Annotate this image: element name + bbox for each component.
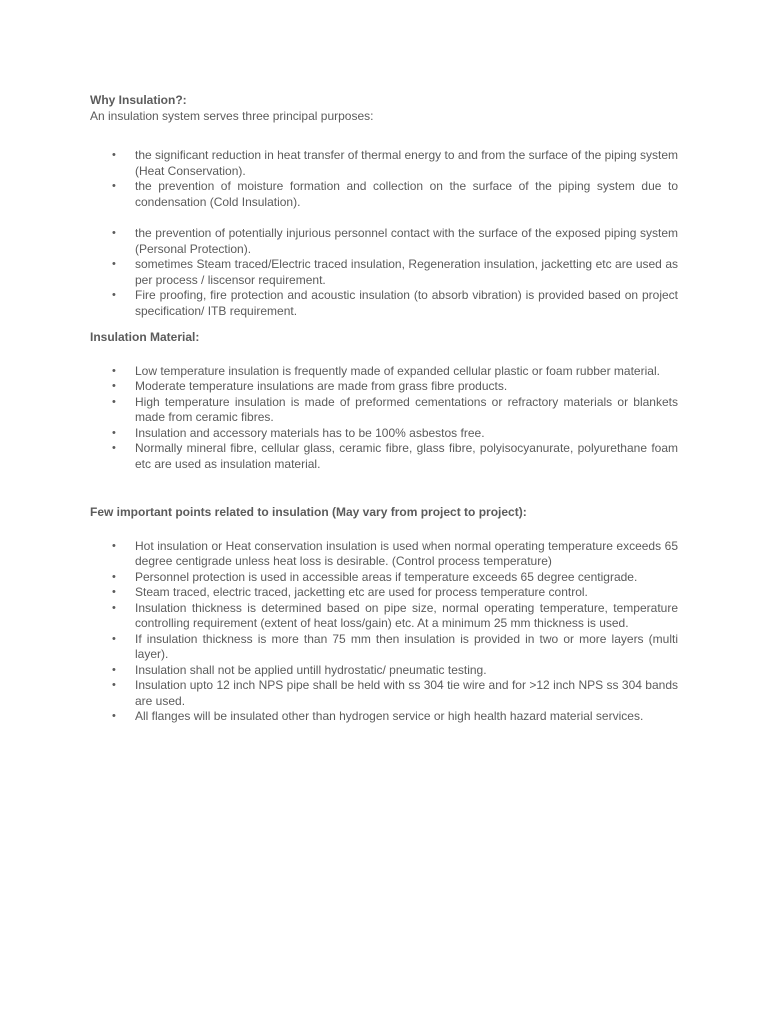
list-item: • Insulation upto 12 inch NPS pipe shall be held with ss 304 tie wire and for >12 inch NPS ss 304 bands are used. [112, 678, 678, 708]
list-important-points [90, 539, 678, 725]
bullet-icon: • [112, 364, 116, 377]
list-item: • the prevention of moisture formation and collection on the surface of the piping system due to condensation (Cold Insulation). [112, 179, 678, 209]
heading-insulation-material: Insulation Material: [90, 330, 200, 344]
bullet-icon: • [112, 632, 116, 645]
bullet-icon: • [112, 289, 116, 301]
list-item: • Steam traced, electric traced, jacketting etc are used for process temperature control. [112, 585, 588, 599]
bullet-icon: • [112, 442, 116, 454]
list-item: • All flanges will be insulated other than hydrogen service or high health hazard material services. [112, 709, 644, 723]
list-item: • Fire proofing, fire protection and acoustic insulation (to absorb vibration) is provided based on project specification/ ITB requirement. [112, 288, 678, 318]
heading-important-points: Few important points related to insulation (May vary from project to project): [90, 505, 527, 519]
bullet-icon: • [112, 180, 116, 192]
bullet-icon: • [112, 679, 116, 691]
list-item: • Low temperature insulation is frequently made of expanded cellular plastic or foam rubber material. [112, 363, 660, 378]
list-insulation-material [90, 364, 678, 473]
bullet-icon: • [112, 601, 116, 614]
list-item: • Insulation thickness is determined based on pipe size, normal operating temperature, temperature controlling requirement (extent of heat loss/gain) etc. At a minimum 25 mm thickness is used. [112, 600, 678, 630]
list-item: • Insulation shall not be applied untill hydrostatic/ pneumatic testing. [112, 662, 487, 677]
section-why-insulation [90, 93, 678, 319]
bullet-icon: • [112, 539, 116, 552]
list-item: • sometimes Steam traced/Electric traced insulation, Regeneration insulation, jacketting etc are used as per process / liscensor requirement. [112, 257, 678, 287]
list-item: • the significant reduction in heat transfer of thermal energy to and from the surface of the piping system (Heat Conservation). [112, 148, 678, 178]
bullet-icon: • [112, 710, 116, 722]
bullet-icon: • [112, 663, 116, 676]
bullet-icon: • [112, 227, 116, 239]
section-important-points [90, 505, 678, 725]
intro-text: An insulation system serves three principal purposes: [90, 108, 374, 123]
list-why-insulation [90, 148, 678, 319]
bullet-icon: • [112, 380, 116, 392]
list-item: • Normally mineral fibre, cellular glass, ceramic fibre, glass fibre, polyisocyanurate, polyurethane foam etc are used as insulation material. [112, 441, 678, 471]
bullet-icon: • [112, 149, 116, 161]
heading-why-insulation: Why Insulation?: [90, 93, 187, 107]
bullet-icon: • [112, 258, 116, 270]
list-item: • Hot insulation or Heat conservation insulation is used when normal operating temperature exceeds 65 degree centigrade unless heat loss is desirable. (Control process temperature) [112, 538, 678, 568]
list-item: • High temperature insulation is made of preformed cementations or refractory materials or blankets made from ceramic fibres. [112, 394, 678, 424]
list-item: • Moderate temperature insulations are made from grass fibre products. [112, 379, 508, 393]
list-item: • Insulation and accessory materials has to be 100% asbestos free. [112, 425, 485, 440]
bullet-icon: • [112, 586, 116, 598]
bullet-icon: • [112, 426, 116, 439]
list-item: • Personnel protection is used in accessible areas if temperature exceeds 65 degree centigrade. [112, 569, 638, 584]
bullet-icon: • [112, 570, 116, 583]
list-item: • the prevention of potentially injurious personnel contact with the surface of the exposed piping system (Personal Protection). [112, 226, 678, 256]
bullet-icon: • [112, 395, 116, 408]
list-item: • If insulation thickness is more than 75 mm then insulation is provided in two or more layers (multi layer). [112, 631, 678, 661]
section-insulation-material [90, 330, 678, 472]
